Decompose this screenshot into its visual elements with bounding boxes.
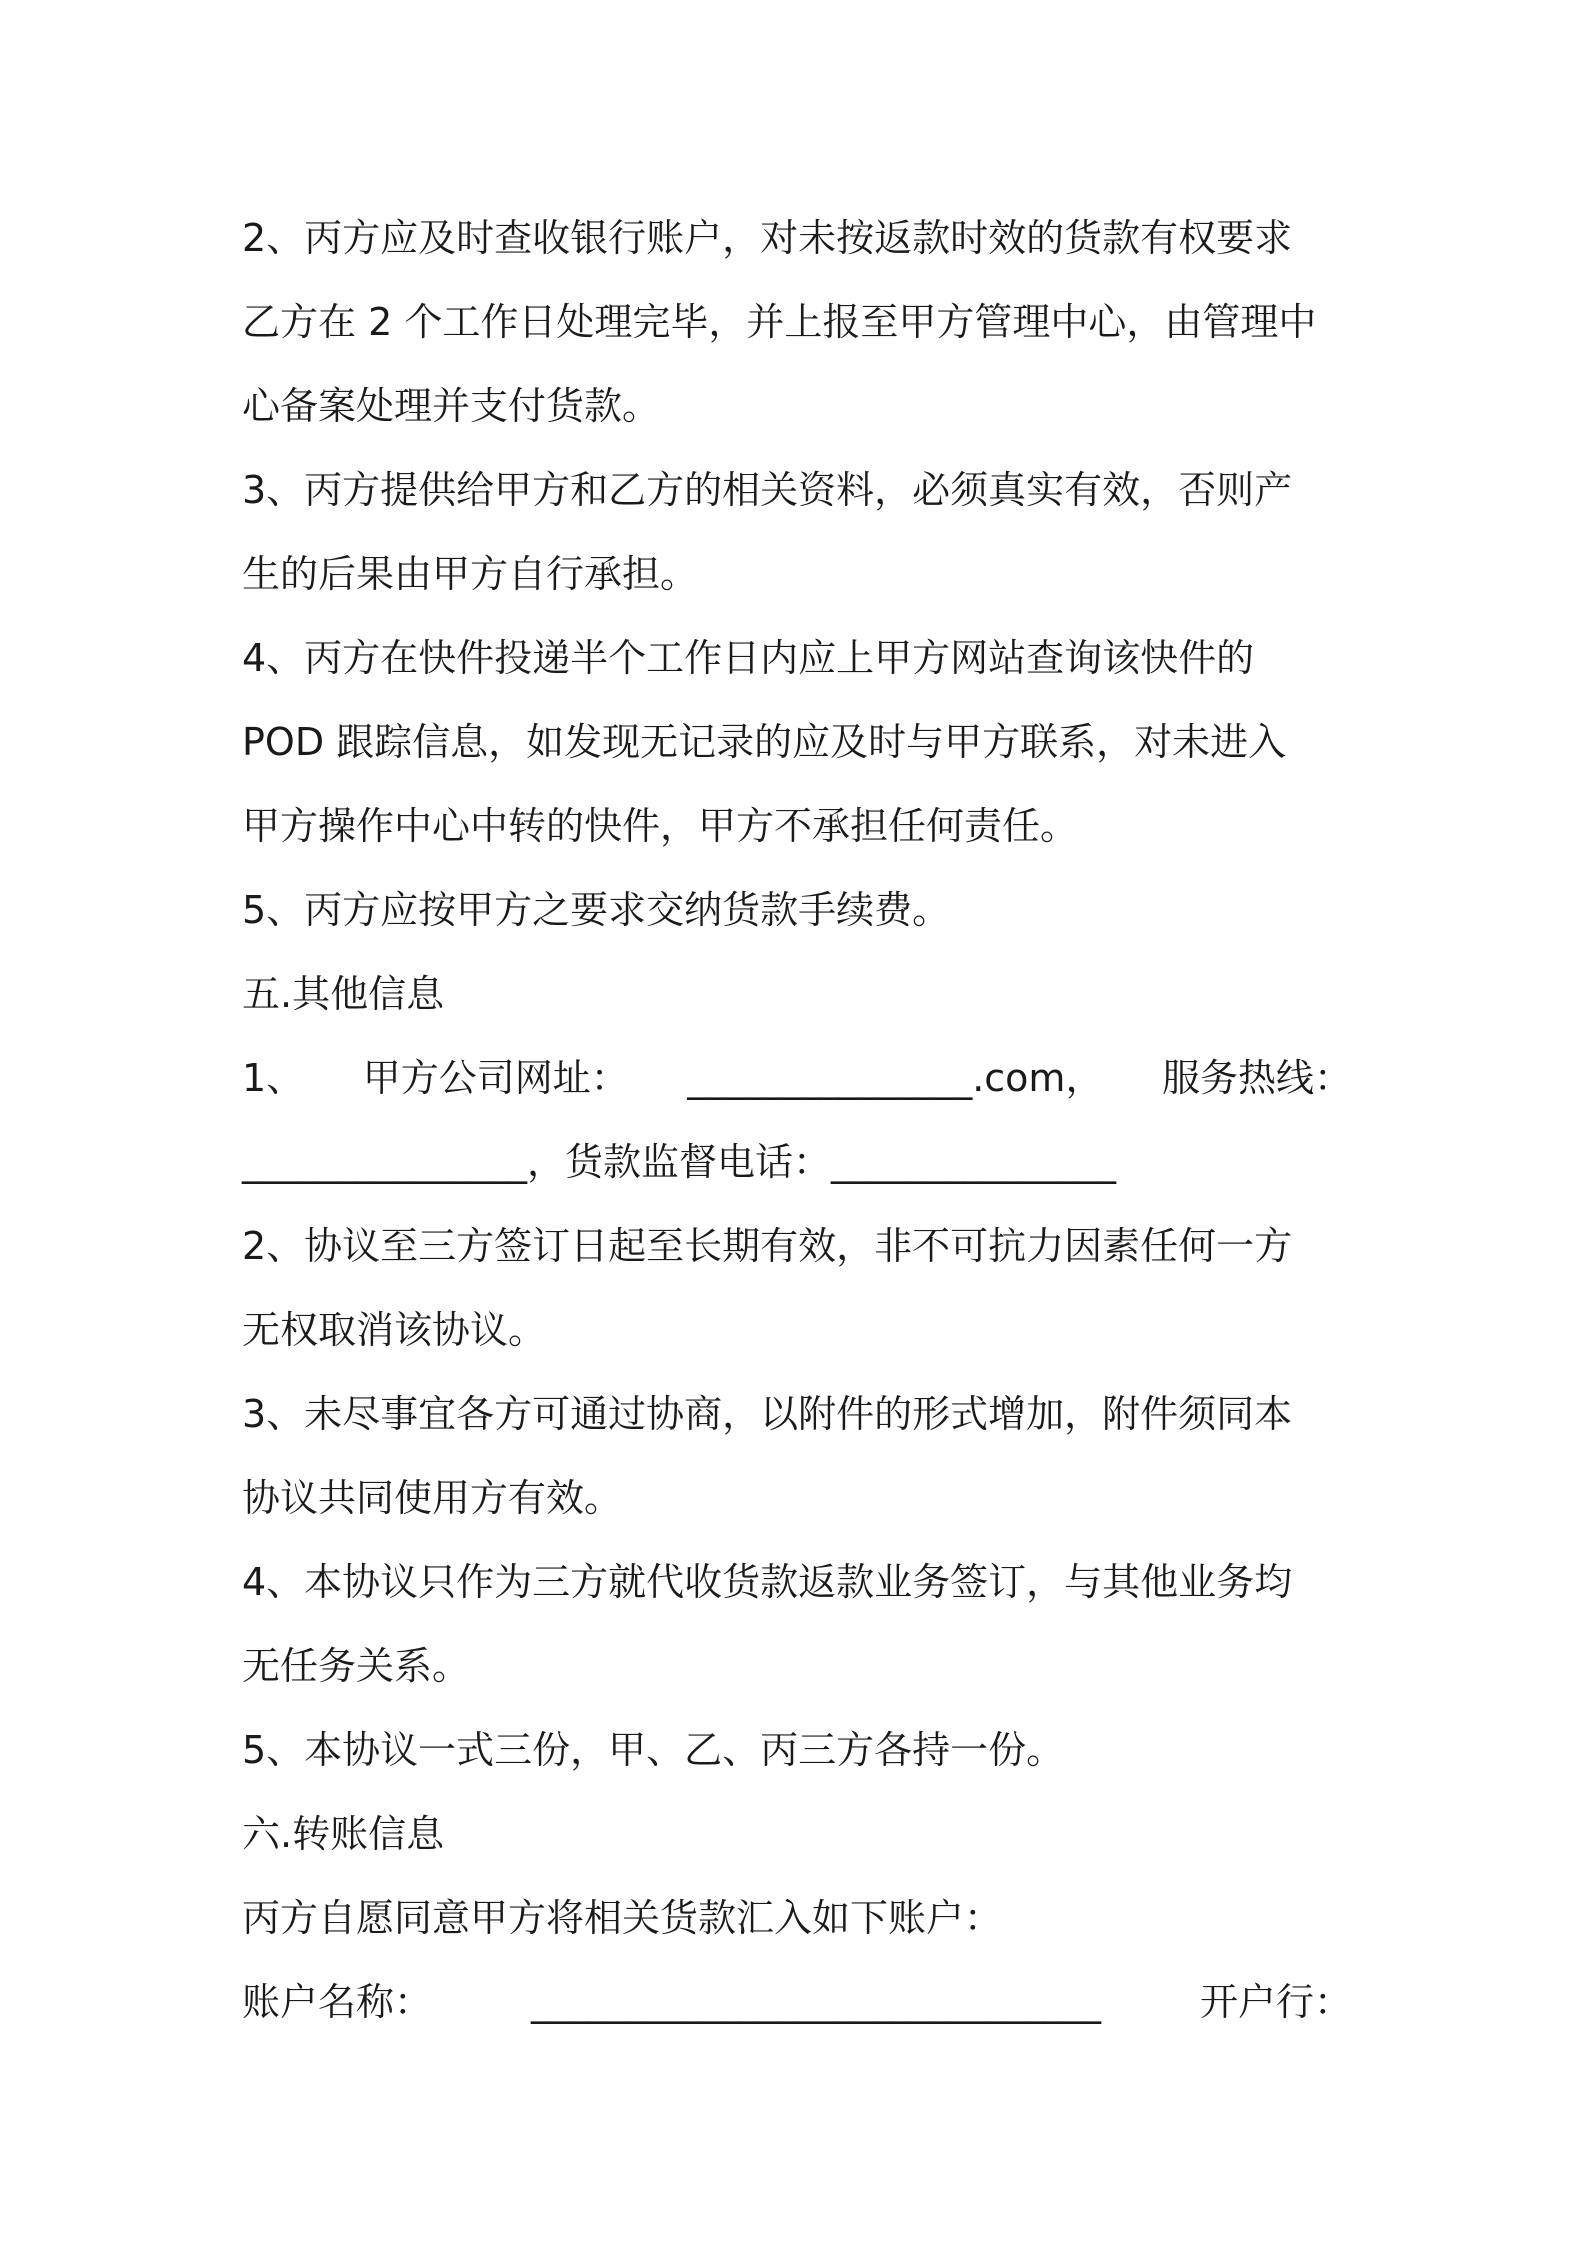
clause-5-line-1: 5、丙方应按甲方之要求交纳货款手续费。 <box>242 888 951 932</box>
clause-4-line-3: 甲方操作中心中转的快件，甲方不承担任何责任。 <box>242 804 1079 848</box>
clause-4-line-1: 4、丙方在快件投递半个工作日内应上甲方网站查询该快件的 <box>242 636 1255 680</box>
document-body <box>242 196 1352 2044</box>
clause-2-line-2: 乙方在 2 个工作日处理完毕，并上报至甲方管理中心，由管理中 <box>242 300 1317 344</box>
other-info-item-1-line-1 <box>242 1036 1352 1120</box>
account-name-label: 账户名称： <box>242 1980 433 2024</box>
item-1-number: 1、 <box>242 1056 305 1100</box>
clause-3-line-2: 生的后果由甲方自行承担。 <box>242 552 699 596</box>
account-info-line <box>242 1960 1352 2044</box>
section-6-heading: 六.转账信息 <box>242 1812 445 1856</box>
clause-2-line-3: 心备案处理并支付货款。 <box>242 384 661 428</box>
other-info-item-4-line-2: 无任务关系。 <box>242 1644 471 1688</box>
other-info-item-2-line-1: 2、协议至三方签订日起至长期有效，非不可抗力因素任何一方 <box>242 1224 1293 1268</box>
section-5-heading: 五.其他信息 <box>242 972 445 1016</box>
other-info-item-4-line-1: 4、本协议只作为三方就代收货款返款业务签订，与其他业务均 <box>242 1560 1293 1604</box>
clause-3-line-1: 3、丙方提供给甲方和乙方的相关资料，必须真实有效，否则产 <box>242 468 1293 512</box>
other-info-item-5-line-1: 5、本协议一式三份，甲、乙、丙三方各持一份。 <box>242 1728 1065 1772</box>
service-hotline-label: 服务热线： <box>1161 1056 1352 1100</box>
other-info-item-2-line-2: 无权取消该协议。 <box>242 1308 547 1352</box>
bank-label: 开户行： <box>1199 1980 1352 2024</box>
account-name-blank: ______________________________ <box>531 1980 1101 2024</box>
clause-4-line-2: POD 跟踪信息，如发现无记录的应及时与甲方联系，对未进入 <box>242 720 1287 764</box>
company-website-blank: _______________.com， <box>687 1056 1104 1100</box>
other-info-item-1-line-2: _______________，货款监督电话：_______________ <box>242 1140 1117 1184</box>
transfer-intro: 丙方自愿同意甲方将相关货款汇入如下账户： <box>242 1896 1003 1940</box>
clause-2-line-1: 2、丙方应及时查收银行账户，对未按返款时效的货款有权要求 <box>242 216 1293 260</box>
company-website-label: 甲方公司网址： <box>362 1056 629 1100</box>
other-info-item-3-line-1: 3、未尽事宜各方可通过协商，以附件的形式增加，附件须同本 <box>242 1392 1293 1436</box>
other-info-item-3-line-2: 协议共同使用方有效。 <box>242 1476 623 1520</box>
